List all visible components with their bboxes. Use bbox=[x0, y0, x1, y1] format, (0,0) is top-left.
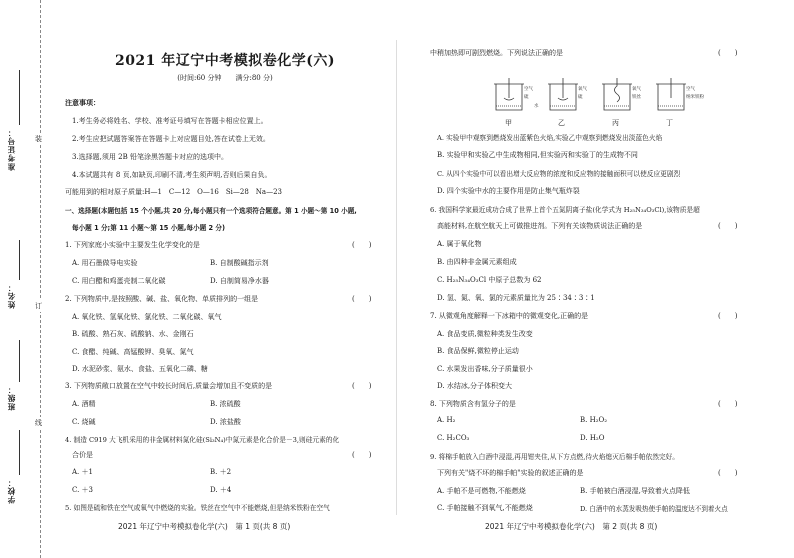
question-9-option-b[interactable]: B. 手帕被白酒浸湿,导致着火点降低 bbox=[580, 487, 690, 495]
atomic-masses: 可能用到的相对原子质量:H—1 C—12 O—16 Si—28 Na—23 bbox=[65, 188, 282, 196]
question-4-option-a[interactable]: A. ＋1 bbox=[72, 468, 93, 476]
question-2-stem: 2. 下列物质中,是按照酸、碱、盐、氧化物、单质排列的一组是 bbox=[65, 295, 259, 303]
question-7-option-d[interactable]: D. 水结冰,分子体积变大 bbox=[437, 382, 513, 390]
section-header: 一、选择题(本题包括 15 个小题,共 20 分,每小题只有一个选项符合题意。第 1 小题～第 10 小题, bbox=[65, 207, 357, 215]
label-oxygen-2: 氧气 bbox=[632, 87, 641, 92]
question-7-option-b[interactable]: B. 食品保鲜,微粒停止运动 bbox=[437, 347, 519, 355]
page-2-footer: 2021 年辽宁中考模拟卷化学(六) 第 2 页(共 8 页) bbox=[485, 522, 658, 531]
question-4-stem: 4. 制造 C919 大飞机采用的非金属材料氮化硅(Si₃N₄)中氮元素是化合价是－3,则硅元素的化 bbox=[65, 436, 340, 444]
question-7-option-c[interactable]: C. 水果发出香味,分子质量很小 bbox=[437, 365, 533, 373]
question-1-option-b[interactable]: B. 自制酸碱指示剂 bbox=[210, 259, 269, 267]
name-label: 姓名： bbox=[7, 283, 16, 309]
class-label: 班级： bbox=[7, 385, 16, 411]
question-2-option-b[interactable]: B. 硫酸、熟石灰、硫酸钠、水、金刚石 bbox=[72, 330, 194, 338]
question-8-option-d[interactable]: D. H₂O bbox=[580, 434, 605, 442]
question-3-option-b[interactable]: B. 浓硫酸 bbox=[210, 400, 241, 408]
label-water: 水 bbox=[534, 104, 539, 109]
question-3-option-d[interactable]: D. 浓盐酸 bbox=[210, 418, 241, 426]
question-9-stem: 9. 将棉手帕放入白酒中浸湿,再用钳夹住,从下方点燃,待火焰熄灭后棉手帕依然完好。 bbox=[430, 453, 679, 461]
school-label: 学校： bbox=[7, 478, 16, 504]
apparatus-name-ding: 丁 bbox=[666, 119, 673, 127]
name-blank[interactable] bbox=[19, 240, 20, 280]
class-blank[interactable] bbox=[19, 340, 20, 382]
page-title: 2021 年辽宁中考模拟卷化学(六) bbox=[114, 53, 336, 69]
binding-cut-line bbox=[40, 0, 41, 558]
question-3-option-a[interactable]: A. 酒精 bbox=[72, 400, 96, 408]
question-4-option-b[interactable]: B. ＋2 bbox=[210, 468, 232, 476]
question-5-stem-start: 5. 如图是硫和铁在空气或氧气中燃烧的实验。铁丝在空气中不能燃烧,但是纳米铁粉在空气 bbox=[65, 504, 330, 512]
question-6-option-c[interactable]: C. H₂₅N₃₄O₃Cl 中原子总数为 62 bbox=[437, 276, 542, 284]
apparatus-name-jia: 甲 bbox=[505, 119, 512, 127]
question-4-option-d[interactable]: D. ＋4 bbox=[210, 486, 232, 494]
apparatus-name-yi: 乙 bbox=[558, 119, 565, 127]
notes-header: 注意事项： bbox=[65, 99, 100, 107]
question-2-answer-blank[interactable]: ( ) bbox=[352, 295, 372, 303]
question-3-stem: 3. 下列物质敞口放置在空气中较长时间后,质量会增加且不变质的是 bbox=[65, 382, 273, 390]
label-oxygen-1: 氧气 bbox=[578, 87, 587, 92]
binding-mark-xian: 线 bbox=[35, 419, 42, 427]
question-6-option-a[interactable]: A. 属于氧化物 bbox=[437, 240, 482, 248]
question-5-option-d[interactable]: D. 四个实验中水的主要作用是防止集气瓶炸裂 bbox=[437, 187, 580, 195]
label-sulfur-2: 硫 bbox=[578, 95, 583, 100]
question-6-stem: 6. 我国科学家最近成功合成了世界上首个五氮阴离子盐(化学式为 H₂₅N₃₄O₃Cl),该物质是超 bbox=[430, 206, 700, 214]
question-4-option-c[interactable]: C. ＋3 bbox=[72, 486, 94, 494]
question-1-stem: 1. 下列家庭小实验中主要发生化学变化的是 bbox=[65, 241, 200, 249]
exam-id-blank[interactable] bbox=[19, 70, 20, 125]
page-divider bbox=[396, 40, 397, 515]
label-air-1: 空气 bbox=[524, 87, 533, 92]
question-8-stem: 8. 下列物质含有氢分子的是 bbox=[430, 400, 516, 408]
question-8-option-a[interactable]: A. H₂ bbox=[437, 416, 456, 424]
question-1-answer-blank[interactable]: ( ) bbox=[352, 241, 372, 249]
label-air-2: 空气 bbox=[686, 87, 695, 92]
question-7-answer-blank[interactable]: ( ) bbox=[718, 312, 738, 320]
question-9-stem-2: 下列有关"烧不坏的棉手帕"实验的叙述正确的是 bbox=[437, 469, 584, 477]
question-7-option-a[interactable]: A. 食品变质,微粒种类发生改变 bbox=[437, 330, 533, 338]
label-nano-iron: 纳米铁粉 bbox=[686, 95, 704, 100]
question-1-option-c[interactable]: C. 用白醋和鸡蛋壳制二氧化碳 bbox=[72, 277, 166, 285]
question-4-stem-2: 合价是 bbox=[72, 451, 93, 459]
binding-strip bbox=[0, 0, 54, 558]
question-2-option-a[interactable]: A. 氧化铁、氢氧化铁、氯化铁、二氧化碳、氧气 bbox=[72, 313, 222, 321]
note-1: 1.考生务必将姓名、学校、准考证号填写在答题卡相应位置上。 bbox=[72, 117, 268, 125]
question-5-option-b[interactable]: B. 实验甲和实验乙中生成物相同,但实验丙和实验丁的生成物不同 bbox=[437, 151, 638, 159]
question-3-option-c[interactable]: C. 烧碱 bbox=[72, 418, 96, 426]
binding-mark-ding: 订 bbox=[35, 302, 42, 310]
question-5-option-c[interactable]: C. 从四个实验中可以看出增大反应物的浓度和反应物的接触面积可以使反应更剧烈 bbox=[437, 170, 681, 178]
question-8-option-c[interactable]: C. H₂CO₃ bbox=[437, 434, 470, 442]
section-header-2: 每小题 1 分;第 11 小题～第 15 小题,每小题 2 分) bbox=[72, 224, 225, 232]
question-9-option-d[interactable]: D. 白酒中的水蒸发吸热使手帕的温度达不到着火点 bbox=[580, 505, 728, 513]
note-2: 2.考生应把试题答案答在答题卡上对应题目处,答在试卷上无效。 bbox=[72, 135, 270, 143]
question-1-option-d[interactable]: D. 自制简易净水器 bbox=[210, 277, 269, 285]
question-3-answer-blank[interactable]: ( ) bbox=[352, 382, 372, 390]
question-8-answer-blank[interactable]: ( ) bbox=[718, 400, 738, 408]
question-5-stem-cont: 中稍加热即可剧烈燃烧。下列说法正确的是 bbox=[430, 49, 563, 57]
question-9-option-c[interactable]: C. 手帕接触不到氧气,不能燃烧 bbox=[437, 504, 533, 512]
question-6-option-b[interactable]: B. 由四种非金属元素组成 bbox=[437, 258, 517, 266]
question-7-stem: 7. 从微观角度解释一下冰箱中的微观变化,正确的是 bbox=[430, 312, 589, 320]
note-4: 4.本试题共有 8 页,如缺页,印刷不清,考生须声明,否则后果自负。 bbox=[72, 171, 272, 179]
school-blank[interactable] bbox=[19, 430, 20, 475]
question-6-option-d[interactable]: D. 氢、氮、氧、氯的元素质量比为 25∶34∶3∶1 bbox=[437, 294, 595, 302]
label-sulfur-1: 硫 bbox=[524, 95, 529, 100]
page-subtitle: (时间:60 分钟 满分:80 分) bbox=[177, 74, 273, 82]
apparatus-name-bing: 丙 bbox=[612, 119, 619, 127]
question-8-option-b[interactable]: B. H₂O₂ bbox=[580, 416, 608, 424]
question-5-answer-blank[interactable]: ( ) bbox=[718, 49, 738, 57]
question-5-option-a[interactable]: A. 实验甲中观察到燃烧发出蓝紫色火焰,实验乙中观察到燃烧发出淡蓝色火焰 bbox=[437, 134, 663, 142]
question-9-answer-blank[interactable]: ( ) bbox=[718, 469, 738, 477]
question-4-answer-blank[interactable]: ( ) bbox=[352, 451, 372, 459]
question-2-option-d[interactable]: D. 水泥砂浆、氨水、食盐、五氧化二磷、糖 bbox=[72, 365, 208, 373]
binding-mark-zhuang: 装 bbox=[35, 135, 42, 143]
question-6-answer-blank[interactable]: ( ) bbox=[718, 222, 738, 230]
page-1-footer: 2021 年辽宁中考模拟卷化学(六) 第 1 页(共 8 页) bbox=[118, 522, 291, 531]
question-2-option-c[interactable]: C. 食醋、纯碱、高锰酸钾、臭氧、氮气 bbox=[72, 348, 194, 356]
note-3: 3.选择题,须用 2B 铅笔涂黑答题卡对应的选项中。 bbox=[72, 153, 228, 161]
experiment-apparatus-figure bbox=[492, 76, 702, 116]
exam-id-label: 准考证号： bbox=[7, 128, 16, 171]
label-iron-wire: 铁丝 bbox=[632, 95, 641, 100]
question-6-stem-2: 高能材料,在航空航天上可做推进剂。下列有关该物质说法正确的是 bbox=[437, 222, 643, 230]
question-9-option-a[interactable]: A. 手帕不是可燃物,不能燃烧 bbox=[437, 487, 526, 495]
question-1-option-a[interactable]: A. 用石墨做导电实验 bbox=[72, 259, 138, 267]
